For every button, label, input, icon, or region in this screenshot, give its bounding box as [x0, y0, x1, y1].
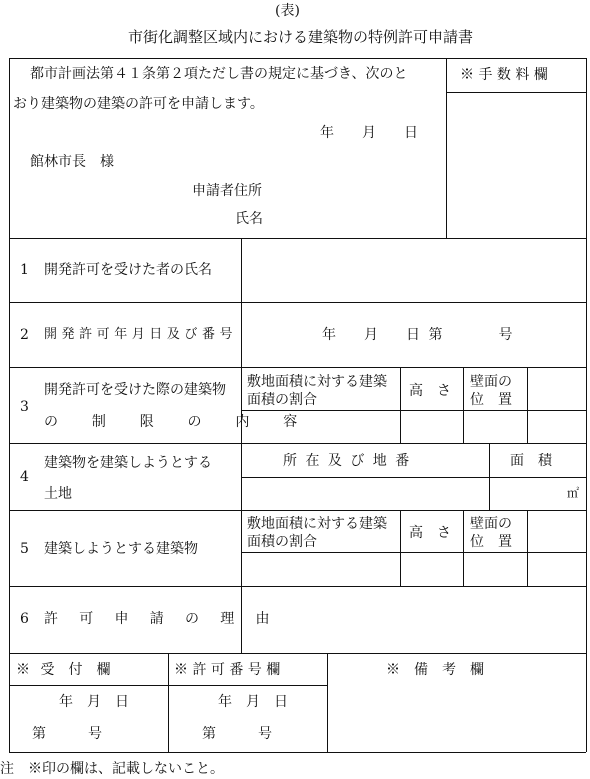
- row4-number: 4: [20, 469, 29, 485]
- line: [9, 367, 586, 368]
- row5-number: 5: [20, 541, 29, 557]
- permit-date: 年 月 日: [218, 694, 288, 710]
- line: [9, 302, 586, 303]
- row5-wall-header-line1: 壁面の: [470, 516, 512, 532]
- row3-coverage-header-line2: 面積の割合: [247, 392, 317, 408]
- row6-label: 許 可 申 請 の 理 由: [44, 611, 278, 627]
- row4-area-header: 面 積: [510, 453, 552, 469]
- row6-number: 6: [20, 611, 29, 627]
- line: [463, 510, 464, 586]
- row2-label: 開発許可年月日及び番号: [44, 327, 238, 342]
- row3-wall-header-line1: 壁面の: [470, 374, 512, 390]
- row3-label-line2: の 制 限 の 内 容: [44, 414, 312, 430]
- line: [527, 510, 528, 586]
- row5-height-header: 高 さ: [409, 525, 451, 541]
- row5-coverage-header-line2: 面積の割合: [247, 534, 317, 550]
- row1-number: 1: [20, 262, 29, 278]
- permit-number-header: ※ 許 可 番 号 欄: [174, 662, 281, 678]
- line: [527, 367, 528, 443]
- line: [489, 443, 490, 510]
- permit-number: 第 号: [202, 726, 272, 742]
- line: [9, 58, 586, 59]
- row3-height-header: 高 さ: [409, 383, 451, 399]
- line: [400, 367, 401, 443]
- addressee: 館林市長 様: [30, 154, 114, 170]
- row2-value[interactable]: 年 月 日 第 号: [322, 327, 513, 343]
- applicant-address-label: 申請者住所: [192, 183, 262, 199]
- application-text-line2: おり建築物の建築の許可を申請します。: [13, 96, 264, 112]
- application-date: 年 月 日: [320, 125, 418, 141]
- form-title: 市街化調整区域内における建築物の特例許可申請書: [128, 28, 474, 46]
- reception-date: 年 月 日: [59, 694, 129, 710]
- row1-label: 開発許可を受けた者の氏名: [44, 262, 212, 278]
- row1-value-field[interactable]: [243, 240, 585, 301]
- line: [241, 552, 586, 553]
- row4-area-unit: ㎡: [567, 486, 580, 500]
- row4-label-line2: 土地: [44, 486, 72, 502]
- line: [9, 510, 586, 511]
- line: [400, 510, 401, 586]
- row3-coverage-header-line1: 敷地面積に対する建築: [247, 374, 387, 390]
- line: [241, 410, 586, 411]
- line: [241, 477, 586, 478]
- row5-wall-header-line2: 位 置: [470, 534, 512, 550]
- reception-number: 第 号: [32, 726, 102, 742]
- row4-location-header: 所 在 及 び 地 番: [283, 453, 410, 469]
- line: [463, 367, 464, 443]
- row3-label-line1: 開発許可を受けた際の建築物: [44, 382, 226, 398]
- line: [9, 58, 10, 752]
- row3-wall-header-line2: 位 置: [470, 392, 512, 408]
- application-text-line1: 都市計画法第４１条第２項ただし書の規定に基づき、次のと: [30, 66, 408, 82]
- line: [327, 653, 328, 752]
- line: [168, 653, 169, 752]
- row5-label: 建築しようとする建築物: [44, 541, 198, 557]
- fee-header: ※ 手 数 料 欄: [460, 67, 548, 83]
- line: [9, 653, 586, 654]
- line: [9, 586, 586, 587]
- form-mark: (表): [275, 3, 300, 19]
- row5-coverage-header-line1: 敷地面積に対する建築: [247, 516, 387, 532]
- footnote: 注 ※印の欄は、記載しないこと。: [0, 761, 224, 777]
- line: [9, 238, 586, 239]
- row4-label-line1: 建築物を建築しようとする: [44, 455, 212, 471]
- row3-number: 3: [20, 399, 29, 415]
- line: [586, 58, 587, 752]
- reception-header: ※ 受 付 欄: [16, 662, 111, 678]
- line: [241, 238, 242, 653]
- line: [9, 443, 586, 444]
- line: [9, 752, 586, 753]
- fee-stamp-area: [447, 93, 585, 237]
- remarks-header: ※ 備 考 欄: [386, 662, 484, 678]
- applicant-name-label: 氏名: [235, 211, 263, 227]
- row2-number: 2: [20, 327, 29, 343]
